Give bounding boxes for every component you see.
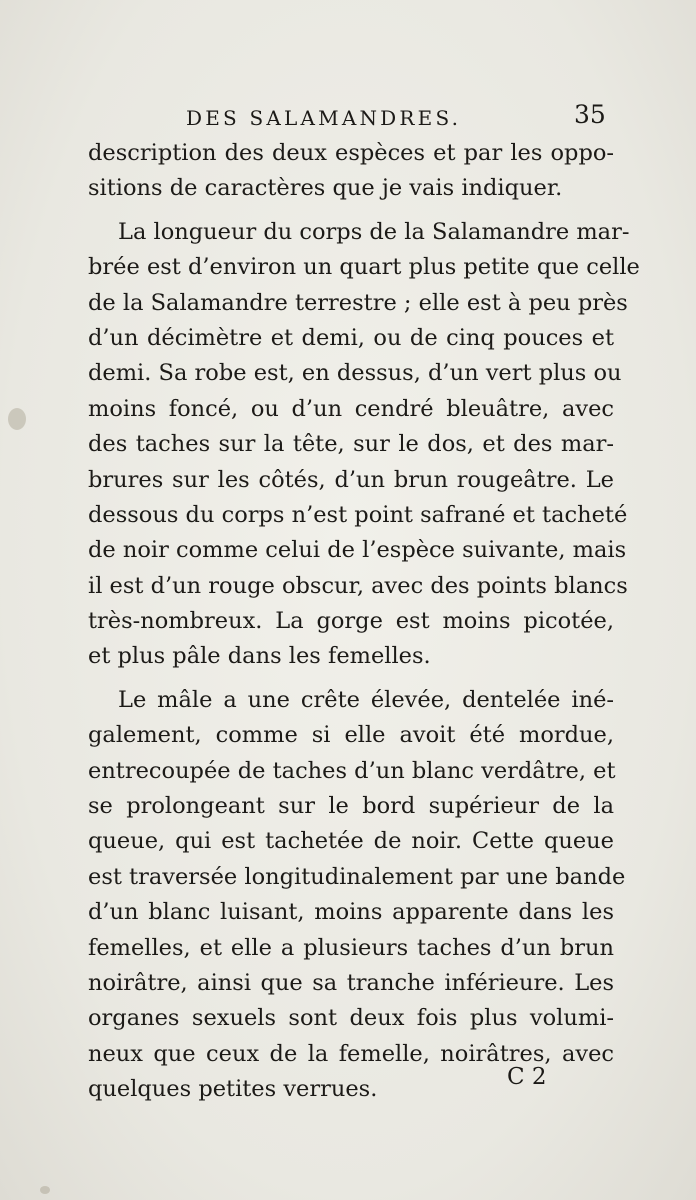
page-header	[0, 96, 696, 136]
text-line: La longueur du corps de la Salamandre mar-	[118, 218, 630, 245]
text-line: quelques petites verrues.	[88, 1076, 378, 1103]
text-line: galement, comme si elle avoit été mordue,	[88, 722, 614, 749]
text-line: sitions de caractères que je vais indiquer.	[88, 175, 563, 202]
text-line: description des deux espèces et par les oppo-	[88, 140, 614, 166]
text-line: brures sur les côtés, d’un brun rougeâtre. Le	[88, 466, 614, 493]
text-line: se prolongeant sur le bord supérieur de la	[88, 793, 614, 820]
paragraph-2	[88, 215, 640, 675]
text-line: il est d’un rouge obscur, avec des points blancs	[88, 572, 628, 599]
text-line: organes sexuels sont deux fois plus volumi-	[88, 1005, 614, 1032]
text-line: d’un décimètre et demi, ou de cinq pouces et	[88, 324, 614, 351]
paragraph-3	[88, 683, 626, 1108]
text-line: femelles, et elle a plusieurs taches d’un brun	[88, 934, 614, 961]
text-line: très-nombreux. La gorge est moins picotée,	[88, 608, 614, 635]
signature-mark: C 2	[507, 1064, 547, 1090]
paragraph-1	[88, 136, 614, 207]
text-line: queue, qui est tachetée de noir. Cette queue	[88, 828, 614, 855]
text-line: demi. Sa robe est, en dessus, d’un vert plus ou	[88, 360, 622, 387]
paper-stain	[40, 1186, 50, 1194]
running-head: DES SALAMANDRES.	[186, 106, 462, 130]
text-line: dessous du corps n’est point safrané et tacheté	[88, 501, 628, 528]
text-line: neux que ceux de la femelle, noirâtres, avec	[88, 1040, 614, 1067]
text-line: et plus pâle dans les femelles.	[88, 643, 431, 670]
text-line: moins foncé, ou d’un cendré bleuâtre, avec	[88, 395, 614, 422]
text-line: noirâtre, ainsi que sa tranche inférieure. Les	[88, 969, 614, 996]
text-line: brée est d’environ un quart plus petite que celle	[88, 254, 640, 281]
page-number: 35	[574, 100, 606, 129]
text-line: entrecoupée de taches d’un blanc verdâtre, et	[88, 757, 616, 784]
paper-stain	[8, 408, 26, 430]
text-line: d’un blanc luisant, moins apparente dans les	[88, 899, 614, 926]
body-text	[88, 136, 640, 1108]
text-line: de noir comme celui de l’espèce suivante, mais	[88, 537, 627, 564]
text-line: des taches sur la tête, sur le dos, et des mar-	[88, 431, 614, 458]
text-line: de la Salamandre terrestre ; elle est à peu près	[88, 289, 628, 316]
text-line: Le mâle a une crête élevée, dentelée iné-	[118, 686, 614, 713]
text-line: est traversée longitudinalement par une bande	[88, 863, 626, 890]
